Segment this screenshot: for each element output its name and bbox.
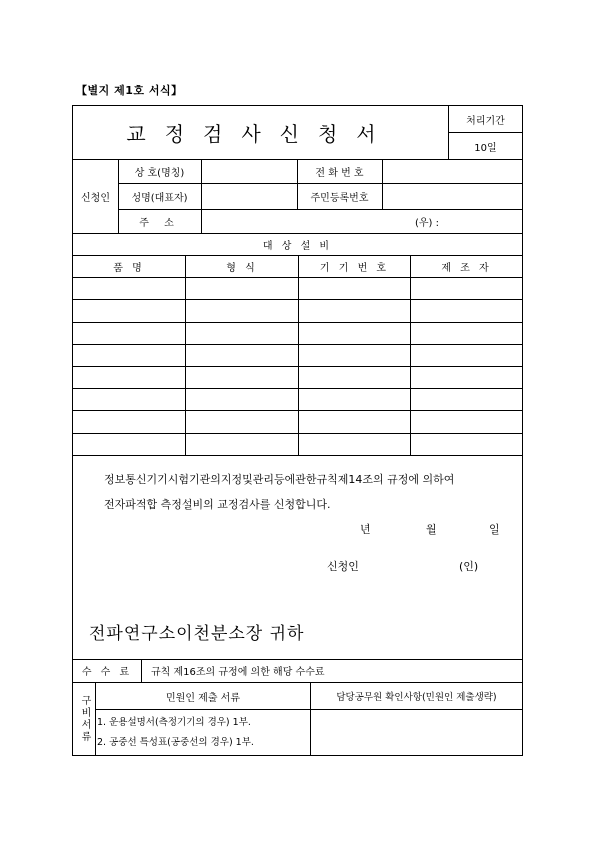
declaration-line-2: 전자파적합 측정설비의 교정검사를 신청합니다.: [104, 498, 331, 511]
address-field[interactable]: [202, 210, 402, 233]
applicant-section-label: 신청인: [81, 192, 110, 204]
signature-applicant-label: 신청인: [327, 560, 359, 573]
official-verification-header: 담당공무원 확인사항(민원인 제출생략): [336, 692, 497, 703]
declaration-line-1: 정보통신기기시험기관의지정및관리등에관한규칙제14조의 규정에 의하여: [104, 473, 455, 486]
addressee: 전파연구소이천분소장 귀하: [89, 623, 305, 644]
date-day-label: 일: [489, 523, 500, 536]
representative-field[interactable]: [202, 184, 297, 209]
seal-label: (인): [459, 560, 479, 573]
required-documents-label: 구비서류: [79, 695, 90, 743]
date-month-label: 월: [426, 523, 437, 536]
table-row: [73, 322, 522, 323]
table-row: [73, 433, 522, 434]
table-row: [73, 299, 522, 300]
resident-number-label: 주민등록번호: [310, 193, 369, 204]
col-header-manufacturer: 제 조 자: [441, 263, 492, 274]
postal-code-label: (우) :: [415, 218, 440, 229]
processing-period-label: 처리기간: [466, 115, 505, 127]
col-header-model: 형 식: [226, 263, 258, 274]
divider: [410, 255, 411, 455]
application-form: [72, 105, 523, 756]
table-row: [73, 410, 522, 411]
fee-label: 수 수 료: [81, 667, 133, 678]
table-row: [73, 388, 522, 389]
divider: [141, 659, 142, 682]
fee-description: 규칙 제16조의 규정에 의한 해당 수수료: [151, 667, 325, 678]
trade-name-label: 상 호(명칭): [134, 167, 185, 179]
col-header-serial-number: 기 기 번 호: [319, 263, 390, 274]
divider: [298, 255, 299, 455]
table-row: [73, 277, 522, 278]
document-item: 2. 공중선 특성표(공중선의 경우) 1부.: [97, 737, 254, 748]
submitted-documents-header: 민원인 제출 서류: [166, 692, 240, 704]
address-label: 주 소: [139, 218, 180, 229]
representative-label: 성명(대표자): [131, 193, 188, 204]
divider: [73, 455, 522, 456]
col-header-item-name: 품 명: [113, 263, 145, 274]
table-row: [73, 344, 522, 345]
form-title: 교정검사신청서: [126, 122, 395, 146]
table-row: [73, 366, 522, 367]
date-year-label: 년: [360, 523, 371, 536]
divider: [95, 709, 522, 710]
divider: [185, 255, 186, 455]
equipment-section-label: 대 상 설 비: [262, 241, 333, 252]
phone-field[interactable]: [383, 159, 522, 183]
form-number-label: 【별지 제1호 서식】: [76, 84, 183, 97]
resident-number-field[interactable]: [383, 184, 522, 209]
processing-period-value: 10일: [474, 142, 497, 154]
phone-label: 전 화 번 호: [315, 167, 364, 179]
trade-name-field[interactable]: [202, 159, 297, 183]
document-item: 1. 운용설명서(측정기기의 경우) 1부.: [97, 717, 251, 728]
